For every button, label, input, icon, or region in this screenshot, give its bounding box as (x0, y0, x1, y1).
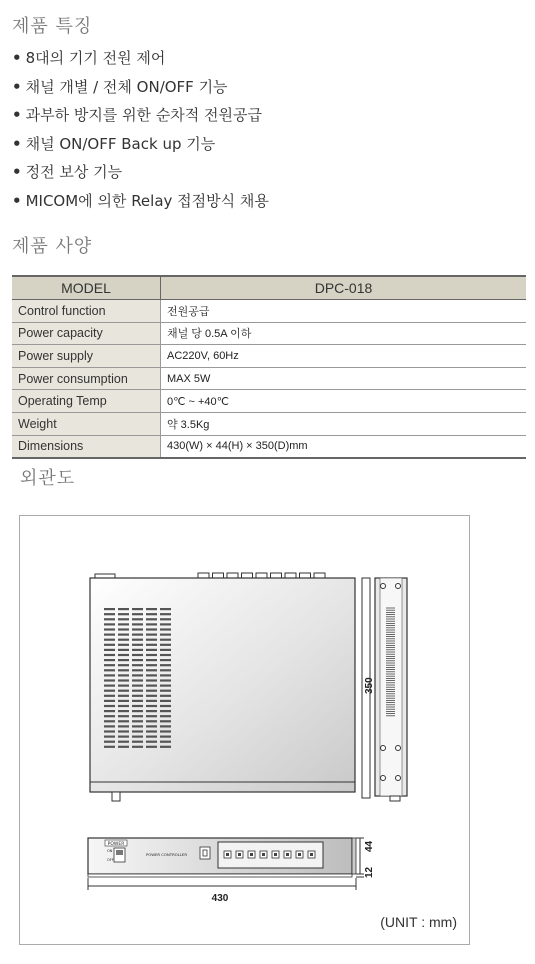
vent-slot (104, 669, 115, 671)
vent-slot (118, 730, 129, 732)
vent-slot (104, 710, 115, 712)
mount-hole (396, 776, 401, 781)
unit-label: (UNIT : mm) (380, 914, 457, 930)
drawing-title: 외관도 (20, 468, 76, 489)
vent-slot (118, 685, 129, 687)
vent-slot (132, 710, 143, 712)
vent-slot (132, 649, 143, 651)
vent-slot (104, 659, 115, 661)
vent-slot (146, 690, 157, 692)
vent-slot (132, 746, 143, 748)
connector (285, 573, 296, 578)
vent-slot (104, 715, 115, 717)
feature-item: • 과부하 방지를 위한 순차적 전원공급 (12, 106, 263, 125)
vent-slot (160, 715, 171, 717)
vent-slot (118, 690, 129, 692)
vent-slot (118, 634, 129, 636)
vent-slot (146, 695, 157, 697)
vent-slot (160, 669, 171, 671)
vent-slot (146, 705, 157, 707)
connector (213, 573, 224, 578)
vent-slot (146, 710, 157, 712)
connector (256, 573, 267, 578)
vent-slot (146, 608, 157, 610)
panel-on-label: ON (107, 849, 113, 853)
vent-slot (146, 725, 157, 727)
vent-slot (146, 736, 157, 738)
vent-slot (160, 608, 171, 610)
mount-hole (381, 584, 386, 589)
vent-slot (132, 685, 143, 687)
table-row (12, 367, 526, 390)
vent-slot (104, 700, 115, 702)
vent-slot (104, 741, 115, 743)
vent-slot (118, 715, 129, 717)
connector (300, 573, 311, 578)
vent-slot (160, 720, 171, 722)
vent-slot (118, 669, 129, 671)
vent-slot (132, 679, 143, 681)
vent-slot (132, 705, 143, 707)
mount-hole (396, 584, 401, 589)
vent-slot (104, 649, 115, 651)
vent-slot (132, 725, 143, 727)
model-label: MODEL (12, 276, 161, 300)
vent-slot (104, 613, 115, 615)
vent-slot (160, 659, 171, 661)
vent-slot (146, 659, 157, 661)
vent-slot (118, 649, 129, 651)
mount-hole (381, 776, 386, 781)
vent-slot (132, 628, 143, 630)
vent-slot (118, 741, 129, 743)
vent-slot (160, 674, 171, 676)
vent-slot (132, 715, 143, 717)
mount-hole (396, 746, 401, 751)
vent-slot (118, 720, 129, 722)
table-row (12, 322, 526, 345)
vent-slot (118, 725, 129, 727)
spec-title: 제품 사양 (12, 236, 93, 257)
vent-slot (104, 695, 115, 697)
connector (314, 573, 325, 578)
model-value: DPC-018 (161, 276, 527, 300)
vent-slot (160, 623, 171, 625)
vent-slot (118, 695, 129, 697)
spec-key: Operating Temp (12, 390, 161, 413)
table-row (12, 435, 526, 458)
vent-slot (104, 639, 115, 641)
vent-slot (146, 741, 157, 743)
vent-slot (118, 710, 129, 712)
vent-slot (104, 685, 115, 687)
vent-slot (132, 634, 143, 636)
vent-slot (132, 639, 143, 641)
vent-slot (132, 618, 143, 620)
spec-key: Weight (12, 412, 161, 435)
spec-value: AC220V, 60Hz (161, 345, 527, 368)
vent-slot (104, 608, 115, 610)
vent-slot (160, 679, 171, 681)
vent-slot (118, 654, 129, 656)
vent-slot (118, 705, 129, 707)
vent-slot (146, 746, 157, 748)
vent-slot (160, 644, 171, 646)
vent-slot (104, 644, 115, 646)
vent-slot (146, 700, 157, 702)
spec-value: 0℃ ~ +40℃ (161, 390, 527, 413)
vent-slot (160, 685, 171, 687)
vent-slot (146, 639, 157, 641)
vent-slot (118, 700, 129, 702)
vent-slot (118, 628, 129, 630)
vent-slot (160, 634, 171, 636)
feature-item: • 채널 개별 / 전체 ON/OFF 기능 (12, 77, 228, 96)
spec-key: Power capacity (12, 322, 161, 345)
vent-slot (146, 618, 157, 620)
front-view (88, 838, 375, 904)
spec-key: Dimensions (12, 435, 161, 458)
vent-slot (118, 623, 129, 625)
vent-slot (160, 654, 171, 656)
outline-drawing (19, 515, 470, 945)
vent-slot (146, 669, 157, 671)
table-row (12, 412, 526, 435)
vent-slot (160, 618, 171, 620)
vent-slot (104, 730, 115, 732)
vent-slot (118, 639, 129, 641)
vent-slot (132, 700, 143, 702)
vent-slot (118, 679, 129, 681)
connector (242, 573, 253, 578)
vent-slot (104, 654, 115, 656)
vent-slot (132, 664, 143, 666)
vent-slot (146, 613, 157, 615)
dim-feet-label: 12 (364, 866, 375, 878)
vent-slot (160, 695, 171, 697)
spec-value: MAX 5W (161, 367, 527, 390)
vent-slot (160, 705, 171, 707)
vent-slot (118, 746, 129, 748)
vent-slot (132, 608, 143, 610)
panel-off-label: OFF (107, 858, 114, 862)
vent-slot (118, 644, 129, 646)
vent-slot (104, 725, 115, 727)
vent-slot (104, 690, 115, 692)
vent-slot (160, 741, 171, 743)
vent-slot (146, 685, 157, 687)
feature-list (12, 44, 269, 216)
vent-slot (160, 736, 171, 738)
table-row (12, 390, 526, 413)
spec-table (12, 275, 526, 459)
vent-slot (146, 634, 157, 636)
spec-key: Power consumption (12, 367, 161, 390)
vent-slot (132, 695, 143, 697)
vent-slot (104, 634, 115, 636)
vent-slot (118, 664, 129, 666)
table-row (12, 345, 526, 368)
vent-slot (104, 664, 115, 666)
vent-slot (104, 746, 115, 748)
vent-slot (118, 608, 129, 610)
vent-slot (132, 720, 143, 722)
dim-depth-label: 350 (364, 677, 375, 694)
vent-slot (146, 679, 157, 681)
vent-slot (132, 659, 143, 661)
vent-slot (160, 649, 171, 651)
spec-value: 430(W) × 44(H) × 350(D)mm (161, 435, 527, 458)
vent-slot (132, 669, 143, 671)
feature-item: • 채널 ON/OFF Back up 기능 (12, 134, 216, 153)
vent-slot (118, 618, 129, 620)
vent-slot (104, 705, 115, 707)
vent-slot (146, 654, 157, 656)
vent-slot (132, 613, 143, 615)
connector (227, 573, 238, 578)
panel-brand-label: POWER CONTROLLER (146, 852, 187, 857)
vent-slot (146, 715, 157, 717)
panel-power-label: POWER (107, 842, 125, 847)
side-view (362, 578, 407, 801)
mount-hole (381, 746, 386, 751)
vent-slot (132, 674, 143, 676)
vent-slot (160, 639, 171, 641)
spec-value: 채널 당 0.5A 이하 (161, 322, 527, 345)
vent-slot (146, 664, 157, 666)
spec-key: Control function (12, 300, 161, 323)
vent-slot (132, 623, 143, 625)
vent-slot (160, 664, 171, 666)
vent-slot (104, 679, 115, 681)
vent-slot (160, 700, 171, 702)
spec-header-row (12, 276, 526, 300)
spec-key: Power supply (12, 345, 161, 368)
vent-slot (118, 674, 129, 676)
vent-slot (146, 720, 157, 722)
table-row (12, 300, 526, 323)
vent-slot (104, 720, 115, 722)
front-led (200, 847, 210, 859)
vent-slot (104, 736, 115, 738)
feature-item: • MICOM에 의한 Relay 접점방식 채용 (12, 191, 269, 210)
vent-slot (160, 710, 171, 712)
vent-slot (118, 659, 129, 661)
vent-slot (104, 618, 115, 620)
vent-slot (132, 736, 143, 738)
connector (198, 573, 209, 578)
spec-value: 약 3.5Kg (161, 412, 527, 435)
vent-slot (160, 725, 171, 727)
vent-slot (104, 623, 115, 625)
vent-slot (118, 613, 129, 615)
vent-slot (160, 746, 171, 748)
dim-height-label: 44 (364, 840, 375, 852)
device-drawing-svg (20, 516, 469, 944)
vent-slot (132, 654, 143, 656)
vent-slot (160, 690, 171, 692)
features-title: 제품 특징 (12, 16, 93, 37)
vent-slot (160, 613, 171, 615)
vent-slot (146, 644, 157, 646)
vent-slot (146, 628, 157, 630)
vent-slot (132, 730, 143, 732)
vent-slot (146, 623, 157, 625)
feature-item: • 정전 보상 기능 (12, 163, 123, 182)
spec-value: 전원공급 (161, 300, 527, 323)
vent-slot (146, 730, 157, 732)
vent-slot (132, 690, 143, 692)
vent-slot (146, 674, 157, 676)
vent-slot (118, 736, 129, 738)
vent-slot (160, 628, 171, 630)
dim-width-label: 430 (211, 893, 229, 904)
vent-slot (132, 644, 143, 646)
top-view (90, 573, 355, 801)
vent-slot (132, 741, 143, 743)
vent-slot (146, 649, 157, 651)
vent-slot (160, 730, 171, 732)
vent-slot (104, 674, 115, 676)
vent-slot (104, 628, 115, 630)
connector (271, 573, 282, 578)
feature-item: • 8대의 기기 전원 제어 (12, 49, 166, 67)
